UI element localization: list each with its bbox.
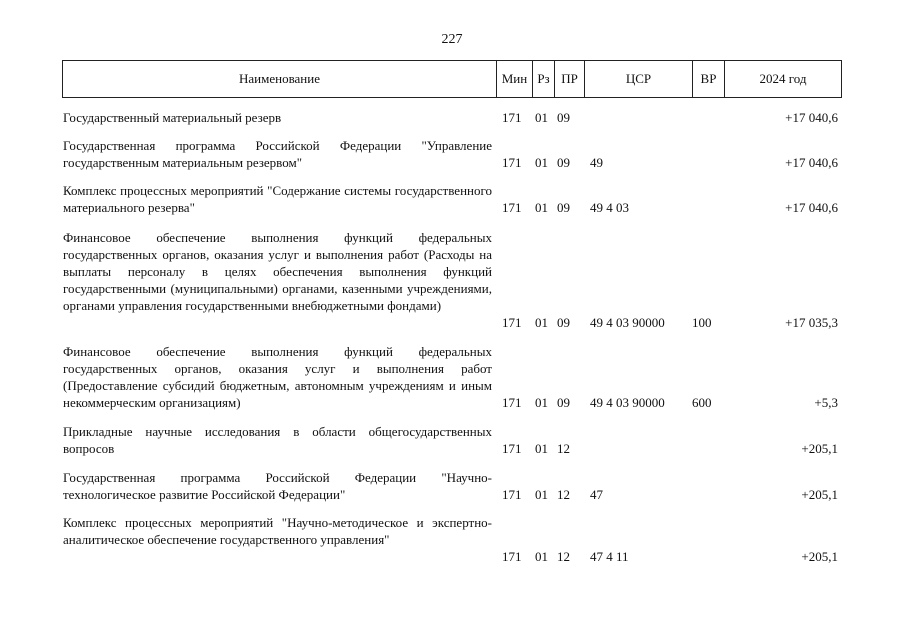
header-min: Мин: [497, 61, 533, 97]
row-rz: 01: [535, 110, 548, 125]
row-name: Комплекс процессных мероприятий "Содержание системы государственного материального резерва": [63, 183, 492, 215]
row-rz: 01: [535, 441, 548, 456]
row-rz: 01: [535, 549, 548, 564]
row-min: 171: [502, 315, 522, 330]
row-rz: 01: [535, 315, 548, 330]
row-rz: 01: [535, 200, 548, 215]
row-vr: 100: [692, 315, 712, 330]
row-amount: +17 035,3: [785, 315, 838, 330]
row-vr: 600: [692, 395, 712, 410]
row-name: Комплекс процессных мероприятий "Научно-методическое и экспертно-аналитическое обеспечение государственного управления": [63, 515, 492, 547]
header-vr: ВР: [693, 61, 725, 97]
row-name: Государственная программа Российской Федерации "Управление государственным материальным резервом": [63, 138, 492, 170]
header-year: 2024 год: [759, 71, 807, 86]
row-rz: 01: [535, 155, 548, 170]
row-pr: 09: [557, 200, 570, 215]
row-pr: 12: [557, 549, 570, 564]
row-pr: 09: [557, 155, 570, 170]
row-name: Финансовое обеспечение выполнения функций федеральных государственных органов, оказания услуг и выполнения работ (Предоставление субсидий бюджетным, автономным учреждениям и иным некоммерческим организациям): [63, 344, 492, 410]
table-row: [0, 343, 904, 411]
row-csr: 47: [590, 487, 603, 502]
row-rz: 01: [535, 487, 548, 502]
row-min: 171: [502, 549, 522, 564]
row-min: 171: [502, 395, 522, 410]
row-csr: 47 4 11: [590, 549, 629, 564]
row-csr: 49 4 03: [590, 200, 629, 215]
table-header: [62, 60, 842, 98]
header-rz: Рз: [533, 61, 555, 97]
row-pr: 09: [557, 395, 570, 410]
page-number: 227: [441, 32, 463, 47]
table-row: [0, 182, 904, 216]
table-row: [0, 423, 904, 457]
row-pr: 12: [557, 487, 570, 502]
row-csr: 49 4 03 90000: [590, 315, 665, 330]
header-pr: ПР: [555, 61, 585, 97]
row-name: Финансовое обеспечение выполнения функций федеральных государственных органов, оказания услуг и выполнения работ (Расходы на выплаты персоналу в целях обеспечения выполнения функций государственными (муниципальными) органами, казенными учреждениями, органами управления государственными внебюджетными фондами): [63, 230, 492, 313]
table-row: [0, 109, 904, 126]
row-amount: +17 040,6: [785, 110, 838, 125]
row-pr: 09: [557, 315, 570, 330]
row-rz: 01: [535, 395, 548, 410]
row-name: Государственный материальный резерв: [63, 110, 282, 125]
row-min: 171: [502, 110, 522, 125]
table-row: [0, 469, 904, 503]
row-min: 171: [502, 487, 522, 502]
row-csr: 49: [590, 155, 603, 170]
table-row: [0, 229, 904, 331]
row-amount: +5,3: [814, 395, 838, 410]
table-row: [0, 137, 904, 171]
row-csr: 49 4 03 90000: [590, 395, 665, 410]
row-amount: +205,1: [801, 549, 838, 564]
row-name: Государственная программа Российской Федерации "Научно-технологическое развитие Российской Федерации": [63, 470, 492, 502]
row-amount: +17 040,6: [785, 155, 838, 170]
table-row: [0, 514, 904, 565]
row-amount: +205,1: [801, 487, 838, 502]
row-amount: +17 040,6: [785, 200, 838, 215]
row-min: 171: [502, 441, 522, 456]
row-name: Прикладные научные исследования в области общегосударственных вопросов: [63, 424, 492, 456]
header-name: Наименование: [63, 61, 497, 97]
row-pr: 12: [557, 441, 570, 456]
row-min: 171: [502, 155, 522, 170]
row-min: 171: [502, 200, 522, 215]
row-pr: 09: [557, 110, 570, 125]
header-csr: ЦСР: [585, 61, 693, 97]
row-amount: +205,1: [801, 441, 838, 456]
